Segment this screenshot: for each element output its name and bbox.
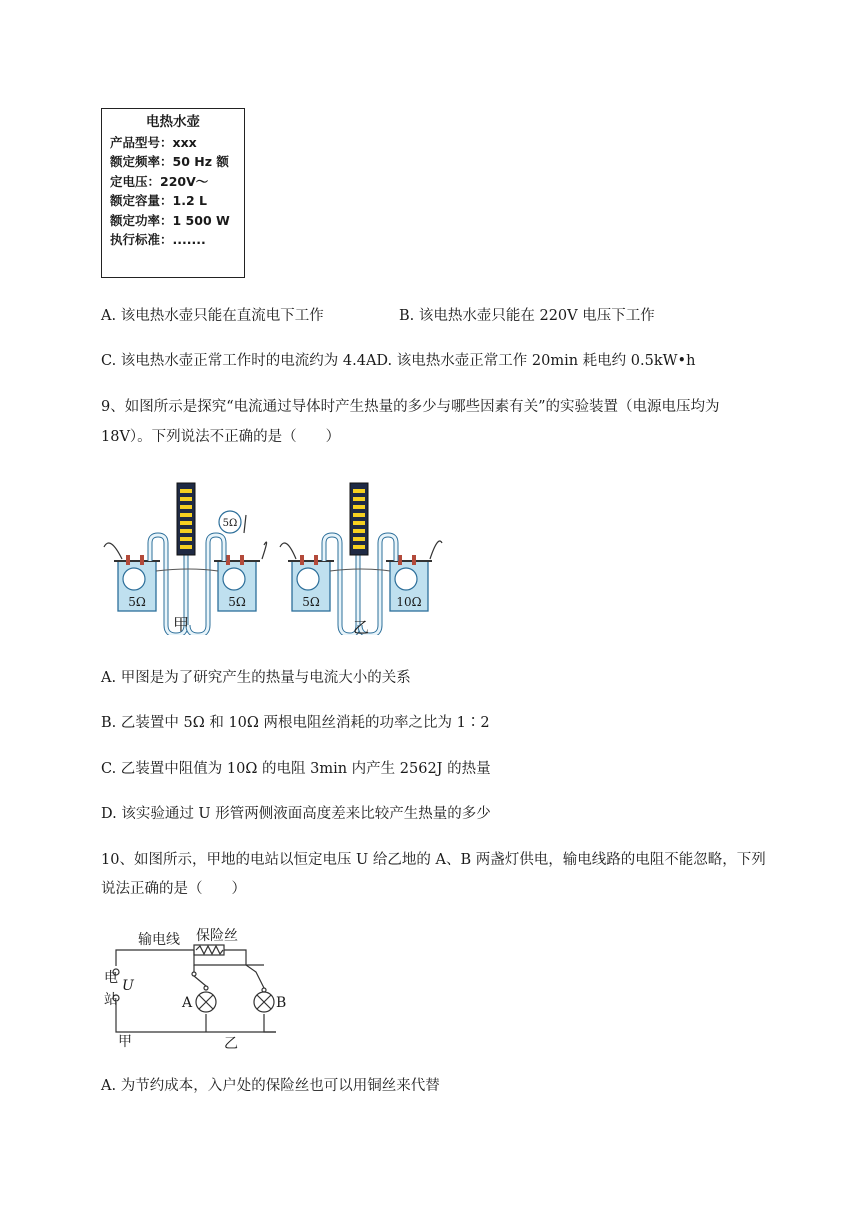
station-label-char1: 电	[104, 970, 118, 986]
lamp-a-label: A	[182, 995, 193, 1011]
nameplate-line: 额定功率：1 500 W	[110, 212, 230, 228]
q10-stem-line1: 10、如图所示，甲地的电站以恒定电压 U 给乙地的 A、B 两盏灯供电，输电线路的电阻不能忽略，下列	[101, 852, 766, 868]
nameplate-line: 额定容量：1.2 L	[110, 193, 207, 208]
q9-option-d: D. 该实验通过 U 形管两侧液面高度差来比较产生热量的多少	[101, 806, 491, 822]
nameplate-line: 额定频率：50 Hz 额	[110, 154, 229, 169]
lamp-b-icon	[254, 992, 274, 1012]
q9-stem-line1: 9、如图所示是探究“电流通过导体时产生热量的多少与哪些因素有关”的实验装置（电源电压均为	[101, 399, 720, 415]
q9-option-a: A. 甲图是为了研究产生的热量与电流大小的关系	[101, 670, 411, 686]
voltage-label: U	[122, 978, 134, 994]
resistor-label-right: 10Ω	[396, 595, 422, 609]
q9-option-c: C. 乙装置中阻值为 10Ω 的电阻 3min 内产生 2562J 的热量	[101, 761, 491, 777]
place-jia-label: 甲	[118, 1034, 132, 1050]
resistor-label-right: 5Ω	[228, 595, 246, 609]
fuse-label: 保险丝	[196, 928, 238, 944]
nameplate-line: 产品型号：xxx	[110, 134, 197, 150]
resistor-label-left: 5Ω	[128, 595, 146, 609]
q9-stem-line2: 18V）。下列说法不正确的是（ ）	[101, 429, 341, 445]
apparatus-yi	[280, 483, 442, 635]
nameplate-title: 电热水壶	[146, 114, 200, 130]
figure-caption-yi: 乙	[352, 618, 370, 635]
nameplate-line: 执行标准：.......	[110, 232, 206, 247]
q8-option-cd: C. 该电热水壶正常工作时的电流约为 4.4AD. 该电热水壶正常工作 20min 耗电约 0.5kW•h	[101, 353, 696, 369]
q10-circuit-figure	[96, 920, 296, 1050]
q8-option-b: B. 该电热水壶只能在 220V 电压下工作	[399, 308, 655, 324]
q9-option-b: B. 乙装置中 5Ω 和 10Ω 两根电阻丝消耗的功率之比为 1∶2	[101, 715, 490, 731]
q9-joule-heating-figure	[100, 475, 445, 635]
station-label-char2: 站	[104, 992, 118, 1008]
q10-option-a: A. 为节约成本，入户处的保险丝也可以用铜丝来代替	[101, 1078, 440, 1094]
lamp-a-icon	[196, 992, 216, 1012]
resistor-label-left: 5Ω	[302, 595, 320, 609]
q8-option-row-ab	[101, 306, 324, 326]
q8-option-a: A. 该电热水壶只能在直流电下工作	[101, 308, 324, 324]
apparatus-jia	[104, 483, 267, 635]
place-yi-label: 乙	[224, 1036, 238, 1050]
lamp-b-label: B	[276, 995, 287, 1011]
wire-label: 输电线	[138, 932, 180, 948]
figure-caption-jia: 甲	[172, 615, 190, 634]
kettle-nameplate	[101, 108, 245, 278]
q10-stem-line2: 说法正确的是（ ）	[101, 881, 246, 897]
nameplate-line: 定电压：220V～	[110, 173, 209, 189]
parallel-resistor-label: 5Ω	[222, 518, 238, 529]
